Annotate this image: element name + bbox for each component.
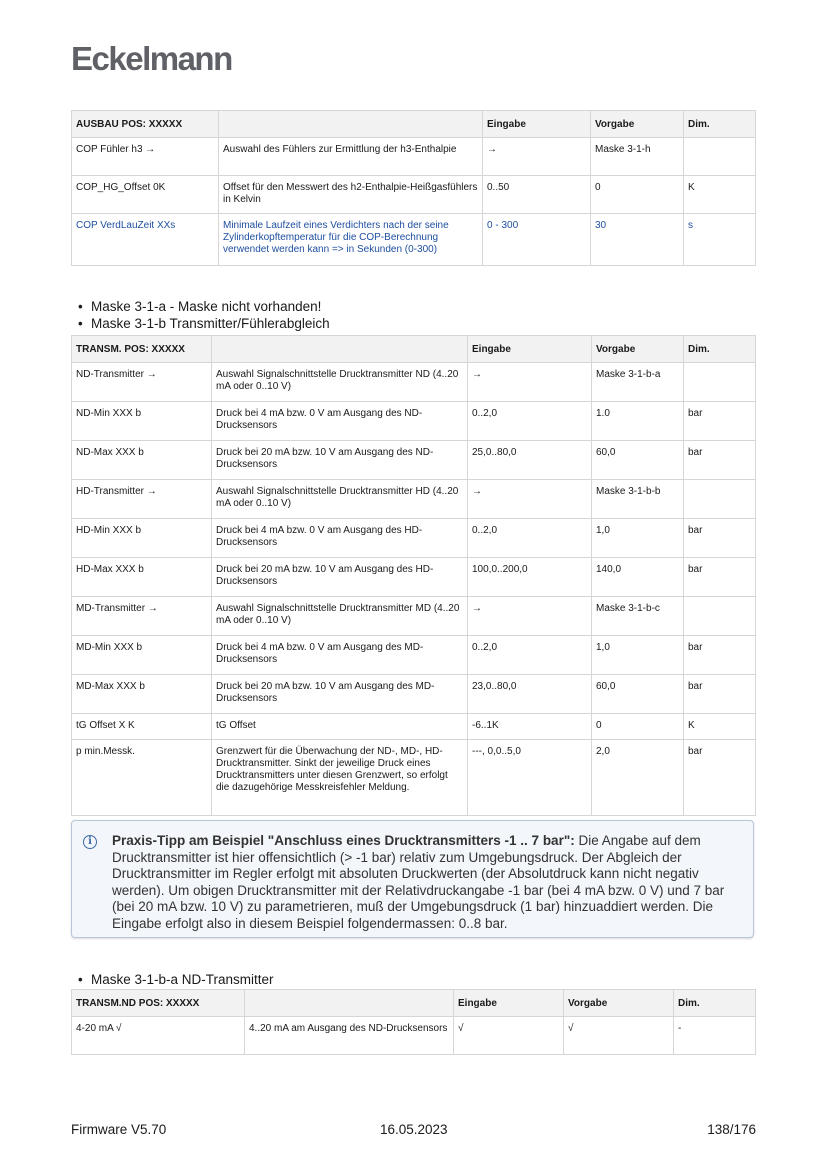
- unit-cell: bar: [684, 519, 756, 558]
- table-row: [72, 675, 756, 714]
- unit-cell: [684, 480, 756, 519]
- unit-cell: K: [684, 176, 756, 214]
- param-cell: HD-Min XXX b: [72, 519, 212, 558]
- default-cell: Maske 3-1-b-b: [592, 480, 684, 519]
- table-row: [72, 636, 756, 675]
- header-cell: Vorgabe: [591, 111, 684, 138]
- description-cell: Druck bei 4 mA bzw. 0 V am Ausgang des HD-Drucksensors: [212, 519, 468, 558]
- input-range-cell: 100,0..200,0: [468, 558, 592, 597]
- unit-cell: [684, 363, 756, 402]
- description-cell: tG Offset: [212, 714, 468, 740]
- default-cell: 140,0: [592, 558, 684, 597]
- ausbau-table: [71, 110, 756, 266]
- default-cell: 60,0: [592, 675, 684, 714]
- header-cell: Eingabe: [454, 990, 564, 1017]
- description-cell: Druck bei 20 mA bzw. 10 V am Ausgang des HD-Drucksensors: [212, 558, 468, 597]
- input-range-cell: 0..2,0: [468, 402, 592, 441]
- table-row: [72, 519, 756, 558]
- input-range-cell: 0..2,0: [468, 636, 592, 675]
- input-range-cell: ---, 0,0..5,0: [468, 740, 592, 816]
- table-row: [72, 441, 756, 480]
- header-cell: AUSBAU POS: XXXXX: [72, 111, 219, 138]
- description-cell: Minimale Laufzeit eines Verdichters nach der seine Zylinderkopftemperatur für die COP-Berechnung verwendet werden kann => in Sekunden (0-300): [219, 214, 483, 266]
- default-cell: Maske 3-1-h: [591, 138, 684, 176]
- list-item: • Maske 3-1-b-a ND-Transmitter: [71, 971, 274, 988]
- description-cell: Druck bei 20 mA bzw. 10 V am Ausgang des ND-Drucksensors: [212, 441, 468, 480]
- param-cell: ND-Min XXX b: [72, 402, 212, 441]
- unit-cell: bar: [684, 636, 756, 675]
- table-row: [72, 714, 756, 740]
- default-cell: Maske 3-1-b-c: [592, 597, 684, 636]
- input-range-cell: 0 - 300: [483, 214, 591, 266]
- table-row: [72, 597, 756, 636]
- header-cell: Vorgabe: [592, 336, 684, 363]
- table-header-row: [72, 111, 756, 138]
- header-cell: [212, 336, 468, 363]
- table-row: [72, 138, 756, 176]
- footer-date: 16.05.2023: [380, 1122, 448, 1137]
- unit-cell: s: [684, 214, 756, 266]
- transmitter-table: [71, 335, 756, 816]
- param-cell: ND-Max XXX b: [72, 441, 212, 480]
- param-cell: COP VerdLauZeit XXs: [72, 214, 219, 266]
- default-cell: 1,0: [592, 636, 684, 675]
- param-cell: COP Fühler h3 →: [72, 138, 219, 176]
- description-cell: Druck bei 20 mA bzw. 10 V am Ausgang des MD-Drucksensors: [212, 675, 468, 714]
- param-cell: 4-20 mA √: [72, 1017, 245, 1055]
- unit-cell: bar: [684, 441, 756, 480]
- default-cell: 1.0: [592, 402, 684, 441]
- table-row: [72, 740, 756, 816]
- param-cell: HD-Max XXX b: [72, 558, 212, 597]
- header-cell: [219, 111, 483, 138]
- table-header-row: [72, 336, 756, 363]
- unit-cell: bar: [684, 402, 756, 441]
- table-row: [72, 176, 756, 214]
- default-cell: 1,0: [592, 519, 684, 558]
- table-row: [72, 558, 756, 597]
- info-icon: i: [83, 835, 97, 849]
- param-cell: p min.Messk.: [72, 740, 212, 816]
- default-cell: 30: [591, 214, 684, 266]
- practice-tip-box: [71, 820, 754, 938]
- unit-cell: bar: [684, 675, 756, 714]
- input-range-cell: →: [483, 138, 591, 176]
- table-row: [72, 480, 756, 519]
- param-cell: MD-Transmitter →: [72, 597, 212, 636]
- unit-cell: bar: [684, 740, 756, 816]
- unit-cell: [684, 138, 756, 176]
- tip-text: [112, 833, 744, 932]
- param-cell: HD-Transmitter →: [72, 480, 212, 519]
- unit-cell: [684, 597, 756, 636]
- default-cell: 60,0: [592, 441, 684, 480]
- header-cell: Vorgabe: [564, 990, 674, 1017]
- footer-firmware: Firmware V5.70: [71, 1122, 167, 1137]
- default-cell: √: [564, 1017, 674, 1055]
- list-item: • Maske 3-1-b Transmitter/Fühlerabgleich: [71, 315, 330, 332]
- list-item: • Maske 3-1-a - Maske nicht vorhanden!: [71, 298, 330, 315]
- input-range-cell: -6..1K: [468, 714, 592, 740]
- description-cell: Grenzwert für die Überwachung der ND-, MD-, HD-Drucktransmitter. Sinkt der jeweilige Druck eines Drucktransmitters unter diesen Grenzwert, so erfolgt die dazugehörige Messkreisfehler Meldung.: [212, 740, 468, 816]
- description-cell: Auswahl Signalschnittstelle Drucktransmitter ND (4..20 mA oder 0..10 V): [212, 363, 468, 402]
- table-row: [72, 363, 756, 402]
- unit-cell: bar: [684, 558, 756, 597]
- input-range-cell: √: [454, 1017, 564, 1055]
- description-cell: Druck bei 4 mA bzw. 0 V am Ausgang des ND-Drucksensors: [212, 402, 468, 441]
- description-cell: Offset für den Messwert des h2-Enthalpie-Heißgasfühlers in Kelvin: [219, 176, 483, 214]
- header-cell: TRANSM. POS: XXXXX: [72, 336, 212, 363]
- header-cell: Dim.: [684, 336, 756, 363]
- unit-cell: -: [674, 1017, 756, 1055]
- bullet-list: [71, 971, 274, 988]
- input-range-cell: →: [468, 480, 592, 519]
- param-cell: MD-Min XXX b: [72, 636, 212, 675]
- table-row: [72, 402, 756, 441]
- header-cell: Dim.: [674, 990, 756, 1017]
- unit-cell: K: [684, 714, 756, 740]
- header-cell: [245, 990, 454, 1017]
- description-cell: Auswahl Signalschnittstelle Drucktransmitter MD (4..20 mA oder 0..10 V): [212, 597, 468, 636]
- description-cell: Druck bei 4 mA bzw. 0 V am Ausgang des MD-Drucksensors: [212, 636, 468, 675]
- table-row: [72, 1017, 756, 1055]
- bullet-list: [71, 298, 330, 332]
- default-cell: 0: [592, 714, 684, 740]
- description-cell: 4..20 mA am Ausgang des ND-Drucksensors: [245, 1017, 454, 1055]
- tip-body: Die Angabe auf dem Drucktransmitter ist hier offensichtlich (> -1 bar) relativ zum Umgebungsdruck. Der Abgleich der Drucktransmitter im Regler erfolgt mit absoluten Druckwerten (der Absolutdruck kann nicht negativ werden). Um obigen Drucktransmitter mit der Relativdruckangabe -1 bar (bei 4 mA bzw. 0 V) und 7 bar (bei 20 mA bzw. 10 V) zu parametrieren, muß der Umgebungsdruck (1 bar) hinzuaddiert werden. Die Eingabe erfolgt also in diesem Beispiel folgendermassen: 0..8 bar.: [112, 833, 725, 931]
- footer-page-number: 138/176: [707, 1122, 756, 1137]
- header-cell: Eingabe: [483, 111, 591, 138]
- default-cell: 0: [591, 176, 684, 214]
- nd-transmitter-table: [71, 989, 756, 1055]
- input-range-cell: 25,0..80,0: [468, 441, 592, 480]
- table-header-row: [72, 990, 756, 1017]
- table-row: [72, 214, 756, 266]
- input-range-cell: 23,0..80,0: [468, 675, 592, 714]
- default-cell: Maske 3-1-b-a: [592, 363, 684, 402]
- param-cell: tG Offset X K: [72, 714, 212, 740]
- input-range-cell: →: [468, 363, 592, 402]
- eckelmann-logo: Eckelmann: [71, 40, 232, 77]
- param-cell: ND-Transmitter →: [72, 363, 212, 402]
- header-cell: Eingabe: [468, 336, 592, 363]
- param-cell: COP_HG_Offset 0K: [72, 176, 219, 214]
- description-cell: Auswahl Signalschnittstelle Drucktransmitter HD (4..20 mA oder 0..10 V): [212, 480, 468, 519]
- header-cell: Dim.: [684, 111, 756, 138]
- header-cell: TRANSM.ND POS: XXXXX: [72, 990, 245, 1017]
- tip-title: Praxis-Tipp am Beispiel "Anschluss eines Drucktransmitters -1 .. 7 bar":: [112, 833, 575, 848]
- default-cell: 2,0: [592, 740, 684, 816]
- input-range-cell: 0..2,0: [468, 519, 592, 558]
- input-range-cell: →: [468, 597, 592, 636]
- description-cell: Auswahl des Fühlers zur Ermittlung der h3-Enthalpie: [219, 138, 483, 176]
- input-range-cell: 0..50: [483, 176, 591, 214]
- param-cell: MD-Max XXX b: [72, 675, 212, 714]
